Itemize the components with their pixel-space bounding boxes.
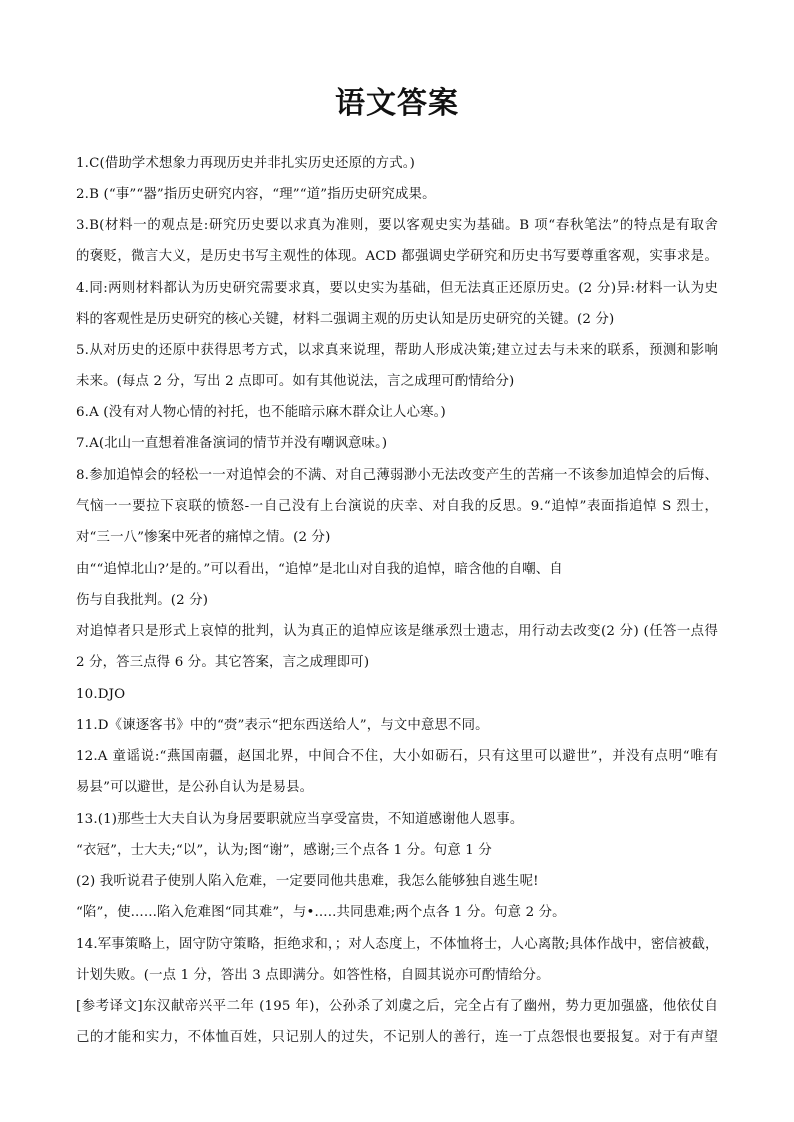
text-line: (2) 我听说君子使别人陷入危难，一定要同他共患难，我怎么能够独自逃生呢! bbox=[76, 874, 539, 889]
text-line: 6.A (没有对人物心情的衬托，也不能暗示麻木群众让人心寒。) bbox=[76, 405, 446, 420]
text-line: 12.A 童谣说:“燕国南疆，赵国北界，中间合不住，大小如砺石，只有这里可以避世”，并没有点明“唯有 bbox=[76, 749, 718, 764]
text-line: 13.(1)那些士大夫自认为身居要职就应当享受富贵，不知道感谢他人恩事。 bbox=[76, 812, 524, 827]
text-line: 1.C(借助学术想象力再现历史并非扎实历史还原的方式。) bbox=[76, 156, 415, 171]
text-line: 对“三一八”惨案中死者的痛悼之情。(2 分) bbox=[76, 530, 331, 545]
page-title: 语文答案 bbox=[335, 86, 459, 121]
text-line: 11.D《谏逐客书》中的“赍”表示“把东西送给人”，与文中意思不同。 bbox=[76, 718, 489, 733]
text-line: 未来。(每点 2 分，写出 2 点即可。如有其他说法，言之成理可酌情给分) bbox=[76, 374, 515, 389]
text-line: 5.从对历史的还原中获得思考方式，以求真来说理，帮助人形成决策;建立过去与未来的联系，预测和影响 bbox=[76, 343, 718, 358]
text-line: 料的客观性是历史研究的核心关键，材料二强调主观的历史认知是历史研究的关键。(2 分) bbox=[76, 312, 615, 327]
text-line: 伤与自我批判。(2 分) bbox=[76, 593, 209, 608]
text-line: 的褒贬，微言大义，是历史书写主观性的体现。ACD 都强调史学研究和历史书写要尊重客观，实事求是。 bbox=[76, 249, 718, 264]
text-line: 易县”可以避世，是公孙自认为是易县。 bbox=[76, 780, 314, 795]
text-line: 10.DJO bbox=[76, 687, 126, 702]
text-line: 2.B (“事”“器”指历史研究内容，“理”“道”指历史研究成果。 bbox=[76, 187, 436, 202]
text-line: 气恼一一要拉下哀联的愤怒-一自己没有上台演说的庆幸、对自我的反思。9.“追悼”表面指追悼 S 烈士， bbox=[76, 499, 718, 514]
text-line: 2 分，答三点得 6 分。其它答案，言之成理即可) bbox=[76, 655, 370, 670]
text-line: 14.军事策略上，固守防守策略，拒绝求和，；对人态度上，不体恤将士，人心离散;具体作战中，密信被截， bbox=[76, 937, 719, 952]
text-line: “陷”，使......陷入危难图“同其难”，与•.....共同患难;两个点各 1 分。句意 2 分。 bbox=[76, 905, 566, 920]
text-line: 4.同:两则材料都认为历史研究需要求真，要以史实为基础，但无法真正还原历史。(2 分)异:材料一认为史 bbox=[76, 281, 718, 296]
text-line: 对追悼者只是形式上哀悼的批判，认为真正的追悼应该是继承烈士遗志，用行动去改变(2 分) (任答一点得 bbox=[76, 624, 718, 639]
text-line: 3.B(材料一的观点是:研究历史要以求真为准则，要以客观史实为基础。B 项“春秋笔法”的特点是有取舍 bbox=[76, 218, 718, 233]
text-line: 己的才能和实力，不体恤百姓，只记别人的过失，不记别人的善行，连一丁点怨恨也要报复。对于有声望 bbox=[76, 1030, 718, 1045]
text-line: 计划失败。(一点 1 分，答出 3 点即满分。如答性格，自圆其说亦可酌情给分。 bbox=[76, 968, 550, 983]
text-line: “衣冠”，士大夫;“以”，认为;图“谢”，感谢;三个点各 1 分。句意 1 分 bbox=[76, 843, 492, 858]
text-line: 由““追悼北山?’是的。”可以看出，“追悼”是北山对自我的追悼，暗含他的自嘲、自 bbox=[76, 562, 563, 577]
text-line: 8.参加追悼会的轻松一一对追悼会的不满、对自己薄弱渺小无法改变产生的苦痛一不该参加追悼会的后悔、 bbox=[76, 468, 718, 483]
text-line: 7.A(北山一直想着准备演词的情节并没有嘲讽意味。) bbox=[76, 436, 388, 451]
text-line: [参考译文]东汉献帝兴平二年 (195 年)，公孙杀了刘虞之后，完全占有了幽州，势力更加强盛，他依仗自 bbox=[76, 999, 718, 1014]
